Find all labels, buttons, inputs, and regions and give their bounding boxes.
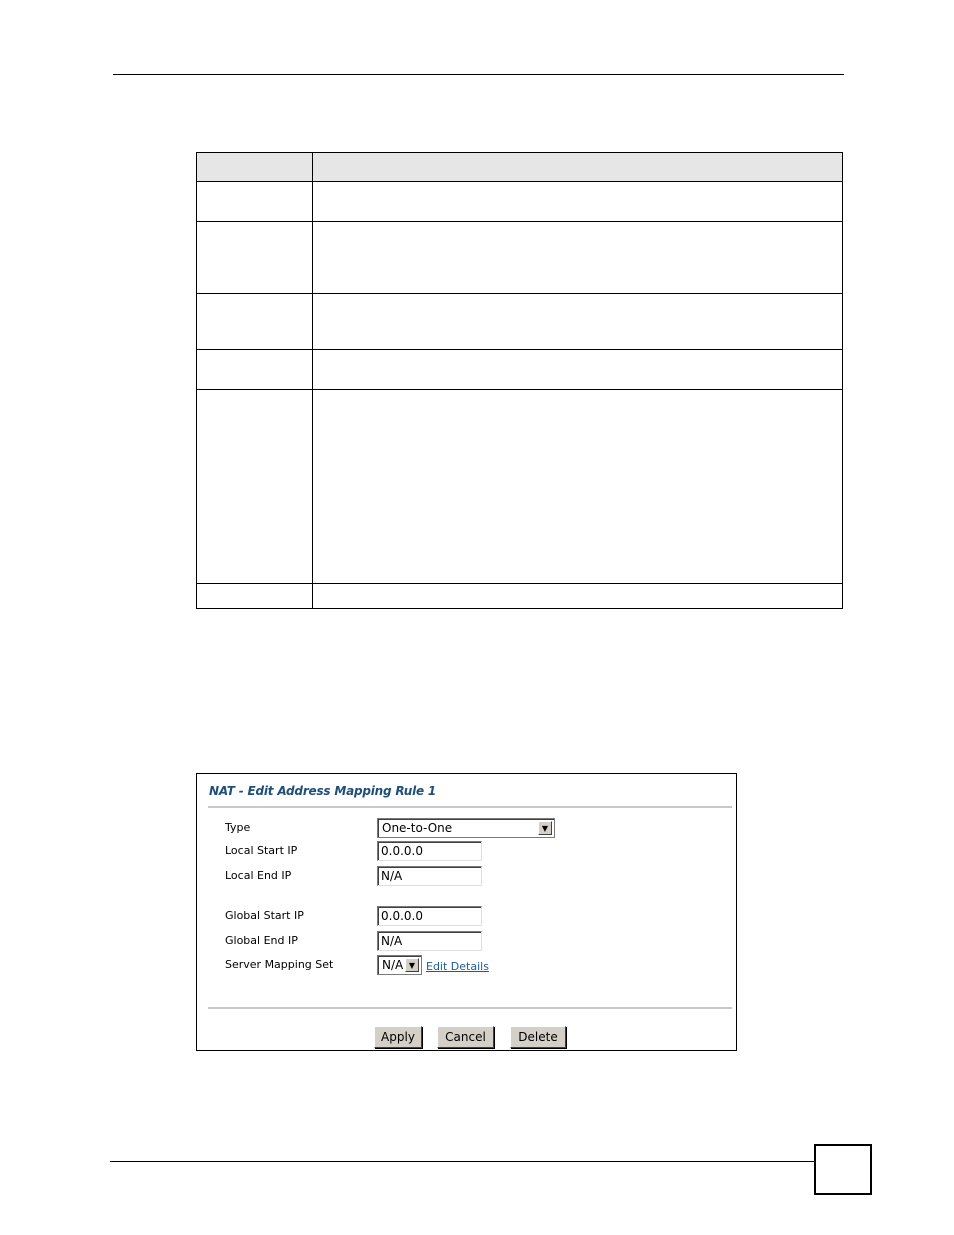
- panel-divider-top: [208, 806, 732, 809]
- reference-table: [196, 152, 843, 609]
- global-end-ip-label: Global End IP: [225, 934, 298, 947]
- panel-divider-bottom: [208, 1007, 732, 1010]
- table-row: [197, 181, 842, 182]
- local-start-ip-label: Local Start IP: [225, 844, 298, 857]
- table-row: [197, 389, 842, 390]
- edit-details-link[interactable]: Edit Details: [426, 960, 489, 973]
- local-end-ip-input[interactable]: N/A: [377, 866, 482, 886]
- table-row: [197, 293, 842, 294]
- global-end-ip-input[interactable]: N/A: [377, 931, 482, 951]
- server-mapping-set-label: Server Mapping Set: [225, 958, 334, 971]
- chevron-down-icon[interactable]: ▼: [405, 958, 419, 972]
- global-start-ip-input[interactable]: 0.0.0.0: [377, 906, 482, 926]
- server-mapping-set-value: N/A: [382, 958, 404, 972]
- panel-title: NAT - Edit Address Mapping Rule 1: [209, 784, 437, 798]
- page-number-box: [814, 1144, 872, 1195]
- nat-edit-panel: [196, 773, 737, 1051]
- chevron-down-icon[interactable]: ▼: [538, 821, 552, 835]
- table-header-row: [197, 153, 842, 181]
- footer-rule: [110, 1161, 816, 1162]
- global-start-ip-label: Global Start IP: [225, 909, 304, 922]
- server-mapping-set-select[interactable]: [377, 955, 422, 975]
- table-row: [197, 221, 842, 222]
- header-rule: [113, 74, 844, 75]
- delete-button[interactable]: Delete: [510, 1026, 566, 1048]
- type-select-value: One-to-One: [382, 821, 453, 835]
- apply-button[interactable]: Apply: [374, 1026, 422, 1048]
- table-row: [197, 349, 842, 350]
- table-row: [197, 583, 842, 584]
- local-end-ip-label: Local End IP: [225, 869, 292, 882]
- cancel-button[interactable]: Cancel: [437, 1026, 494, 1048]
- type-label: Type: [225, 821, 251, 834]
- local-start-ip-input[interactable]: 0.0.0.0: [377, 841, 482, 861]
- type-select[interactable]: [377, 818, 555, 838]
